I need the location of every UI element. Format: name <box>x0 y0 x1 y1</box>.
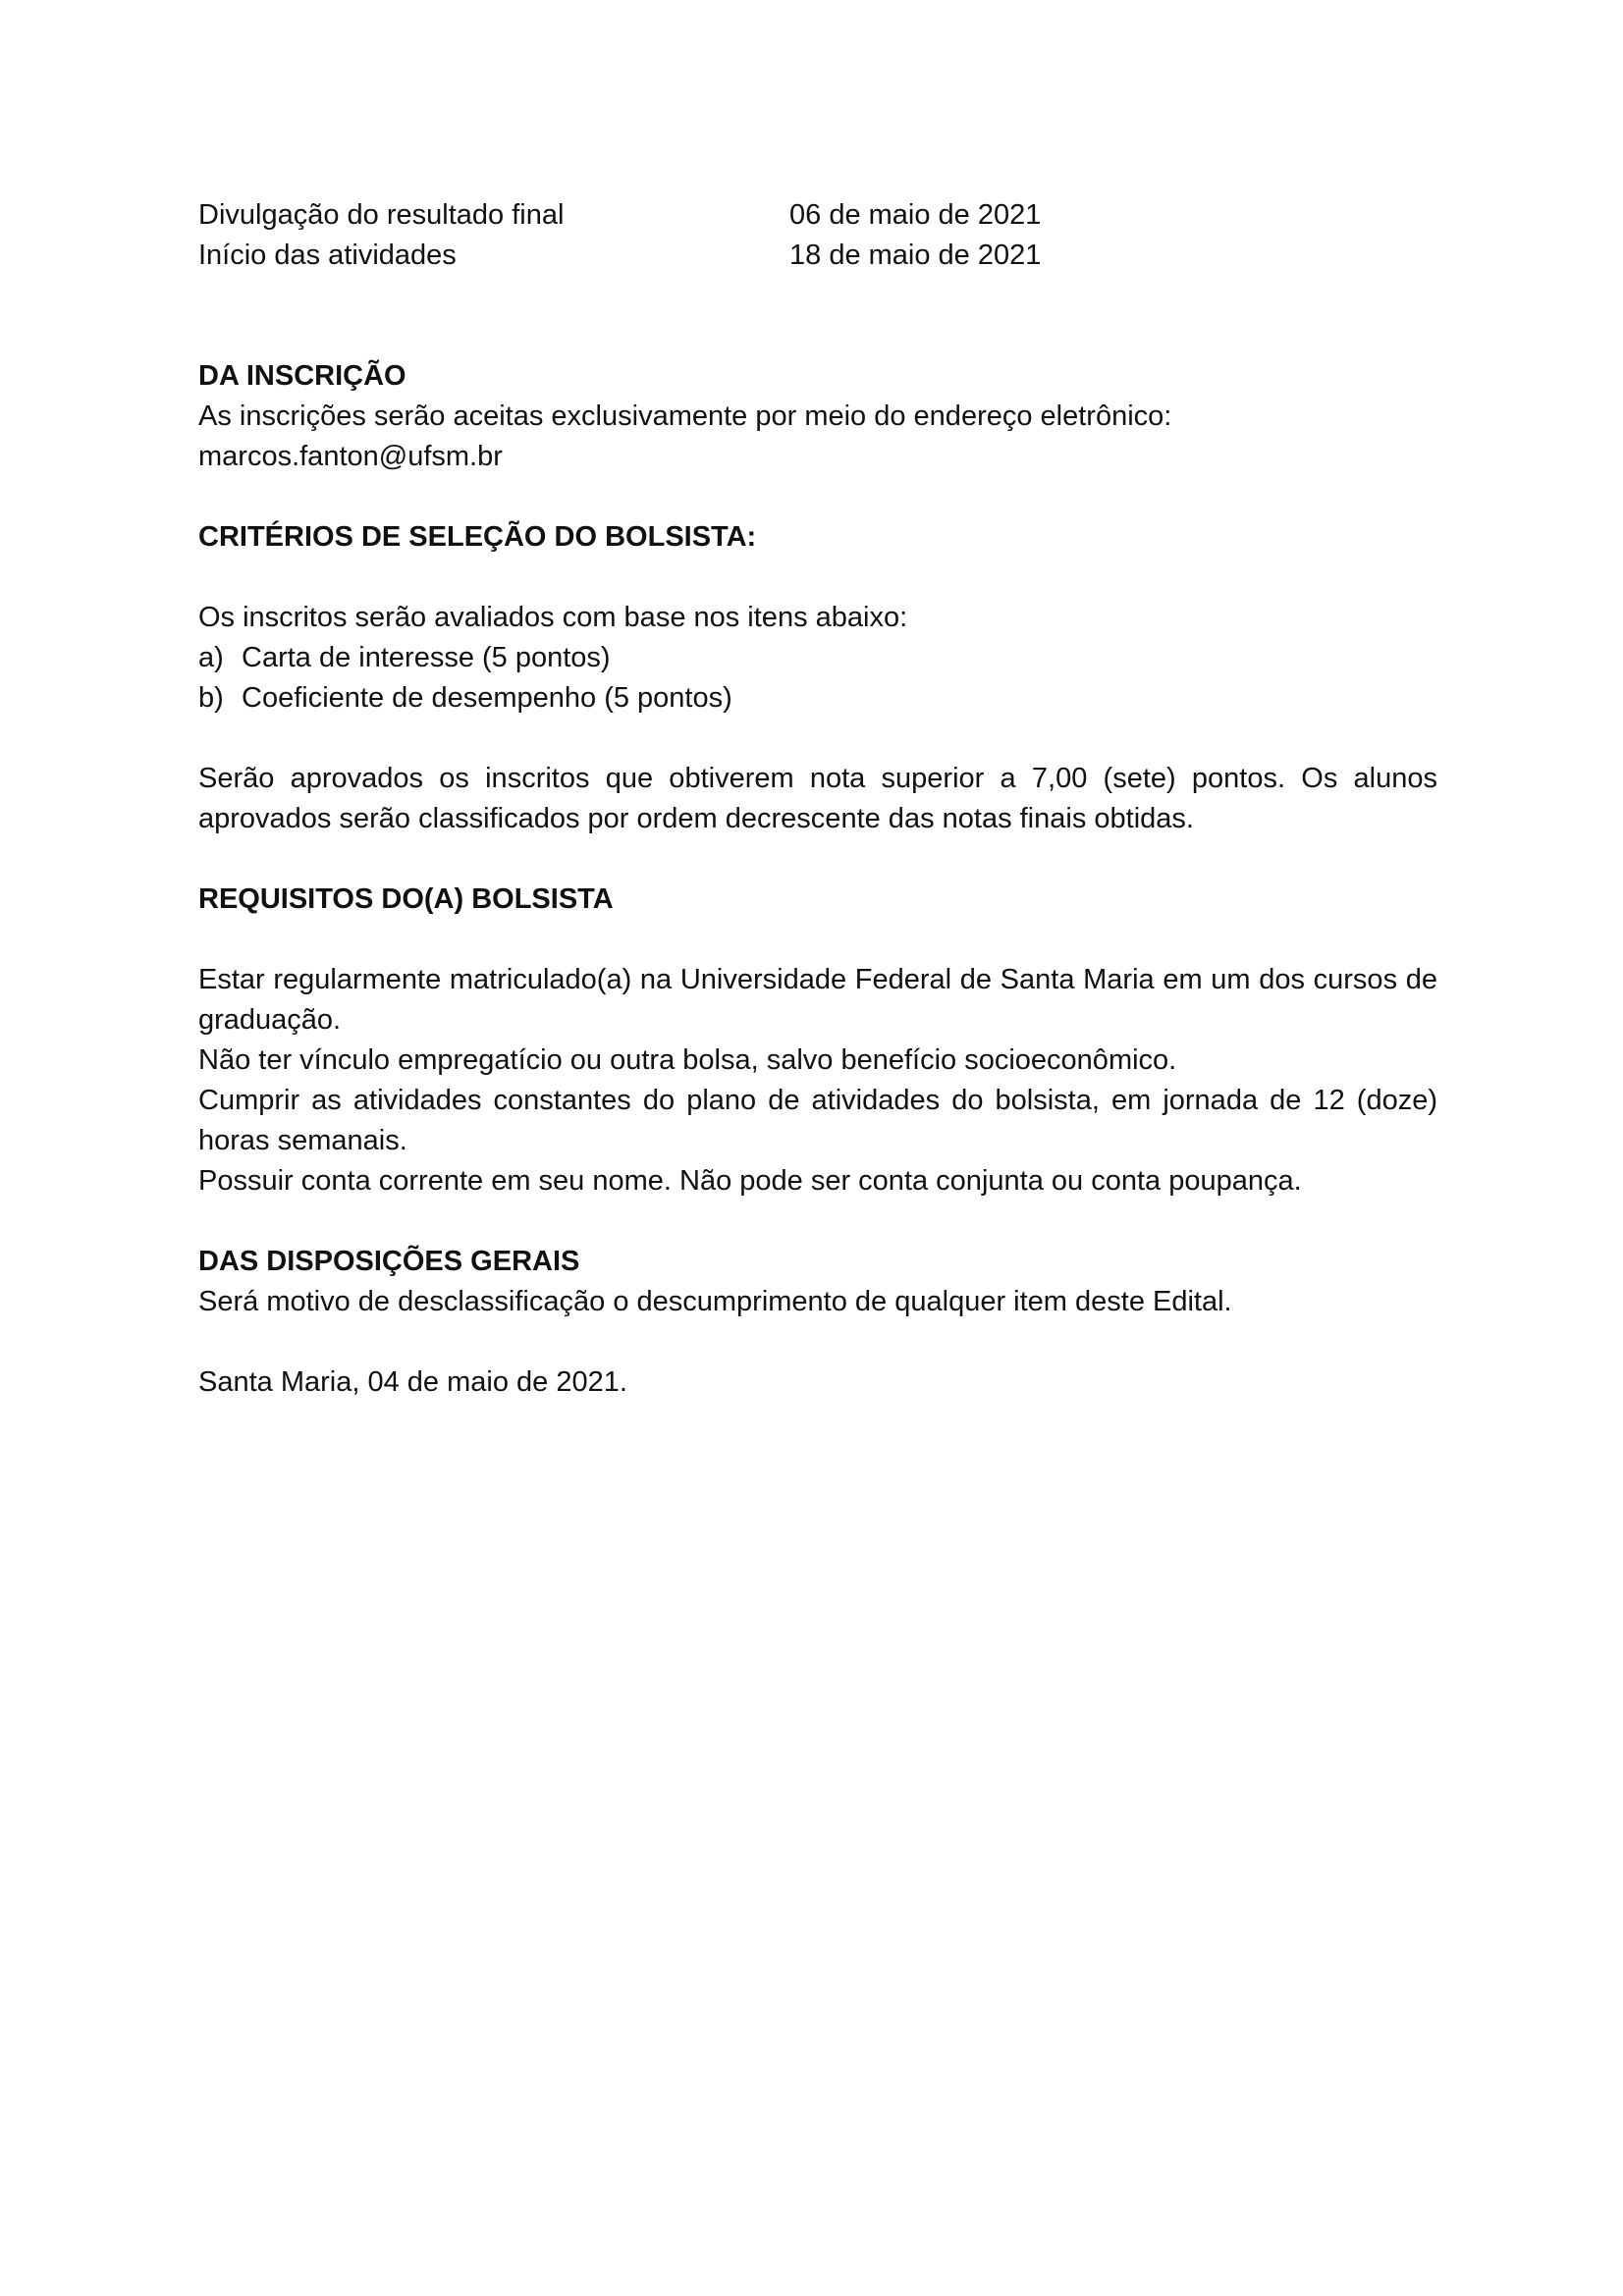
spacer <box>198 477 1437 517</box>
spacer <box>198 839 1437 880</box>
list-marker: a) <box>198 642 224 673</box>
requisitos-item: Cumprir as atividades constantes do plano de atividades do bolsista, em jornada de 12 (doze) horas semanais. <box>198 1085 1437 1156</box>
disposicoes-heading: DAS DISPOSIÇÕES GERAIS <box>198 1246 580 1277</box>
schedule-date: 06 de maio de 2021 <box>789 199 1042 231</box>
spacer <box>198 558 1437 598</box>
requisitos-item: Possuir conta corrente em seu nome. Não pode ser conta conjunta ou conta poupança. <box>198 1165 1302 1197</box>
criterios-item <box>198 638 1437 678</box>
requisitos-item: Estar regularmente matriculado(a) na Universidade Federal de Santa Maria em um dos cursos de graduação. <box>198 964 1437 1036</box>
list-item-text: Carta de interesse (5 pontos) <box>242 642 611 673</box>
spacer <box>198 1322 1437 1362</box>
spacer <box>198 719 1437 759</box>
criterios-intro: Os inscritos serão avaliados com base nos itens abaixo: <box>198 602 908 633</box>
criterios-item <box>198 678 1437 719</box>
requisitos-item: Não ter vínculo empregatício ou outra bolsa, salvo benefício socioeconômico. <box>198 1044 1177 1076</box>
schedule-label: Início das atividades <box>198 240 457 271</box>
disposicoes-text: Será motivo de desclassificação o descumprimento de qualquer item deste Edital. <box>198 1286 1232 1317</box>
schedule-row <box>198 236 1437 276</box>
schedule-date: 18 de maio de 2021 <box>789 240 1042 271</box>
list-marker: b) <box>198 682 224 714</box>
document-body <box>198 195 1437 1403</box>
spacer <box>198 920 1437 960</box>
inscricao-heading: DA INSCRIÇÃO <box>198 360 406 392</box>
closing-line: Santa Maria, 04 de maio de 2021. <box>198 1366 627 1398</box>
schedule-label: Divulgação do resultado final <box>198 199 565 231</box>
criterios-approval: Serão aprovados os inscritos que obtiverem nota superior a 7,00 (sete) pontos. Os alunos aprovados serão classificados por ordem decrescente das notas finais obtidas. <box>198 763 1437 834</box>
list-item-text: Coeficiente de desempenho (5 pontos) <box>242 682 732 714</box>
inscricao-email: marcos.fanton@ufsm.br <box>198 441 503 472</box>
criterios-heading: CRITÉRIOS DE SELEÇÃO DO BOLSISTA: <box>198 521 757 553</box>
requisitos-heading: REQUISITOS DO(A) BOLSISTA <box>198 883 614 915</box>
spacer <box>198 276 1437 356</box>
schedule-row <box>198 195 1437 236</box>
inscricao-text: As inscrições serão aceitas exclusivamente por meio do endereço eletrônico: <box>198 400 1172 432</box>
spacer <box>198 1201 1437 1242</box>
